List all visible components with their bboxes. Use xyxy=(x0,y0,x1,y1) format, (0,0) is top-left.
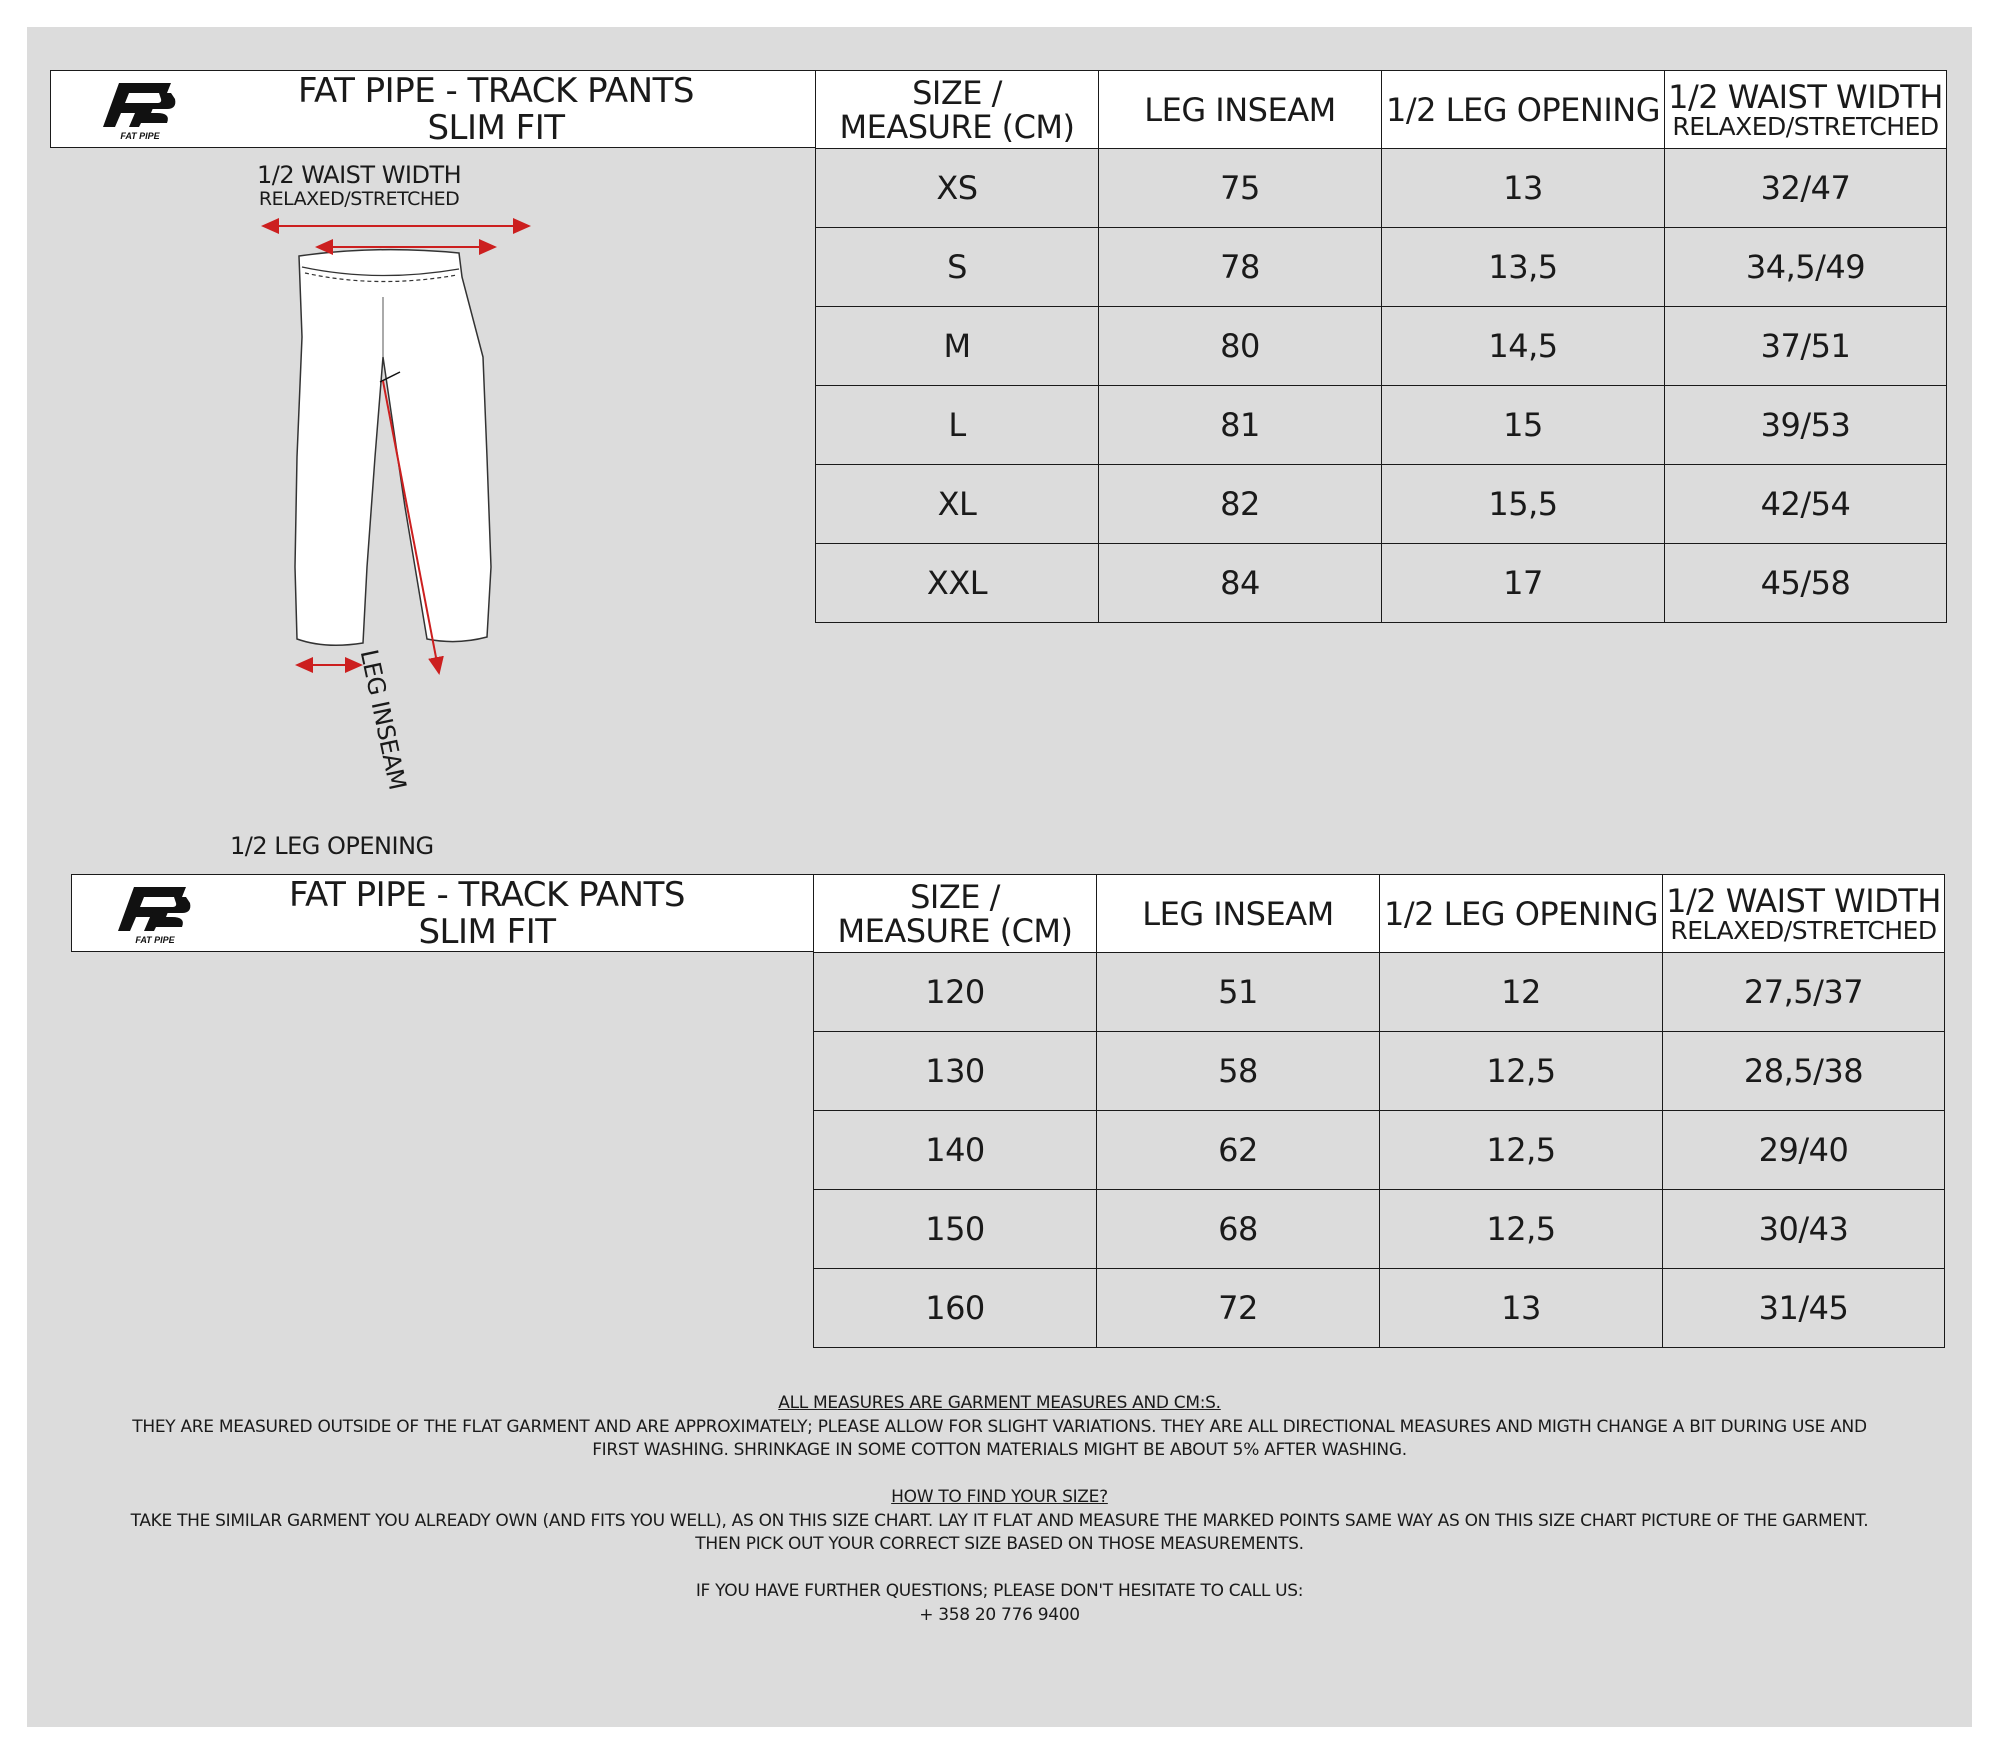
chart1-header-row xyxy=(816,71,1947,149)
waist-cell: 42/54 xyxy=(1665,465,1947,544)
leg-opening-cell: 14,5 xyxy=(1382,307,1665,386)
waist-cell: 29/40 xyxy=(1663,1111,1945,1190)
size-cell: 150 xyxy=(814,1190,1097,1269)
table-row xyxy=(814,1269,1945,1348)
chart2-header-row xyxy=(814,875,1945,953)
waist-cell: 27,5/37 xyxy=(1663,953,1945,1032)
chart2-title-box xyxy=(71,874,814,952)
column-header-waist: 1/2 WAIST WIDTH RELAXED/STRETCHED xyxy=(1663,875,1945,953)
fat-pipe-logo-icon xyxy=(97,79,183,141)
contact-phone-number: + 358 20 776 9400 xyxy=(919,1604,1080,1625)
table-row xyxy=(816,307,1947,386)
table-row xyxy=(814,1190,1945,1269)
svg-text:FAT PIPE: FAT PIPE xyxy=(120,131,160,141)
notes-heading-measures: ALL MEASURES ARE GARMENT MEASURES AND CM:S. xyxy=(778,1393,1221,1413)
leg-opening-measure-label: 1/2 LEG OPENING xyxy=(230,832,434,860)
leg-opening-cell: 13 xyxy=(1382,149,1665,228)
waist-cell: 32/47 xyxy=(1665,149,1947,228)
waist-cell: 30/43 xyxy=(1663,1190,1945,1269)
chart2-title-line1: FAT PIPE - TRACK PANTS xyxy=(289,875,685,915)
table-row xyxy=(814,953,1945,1032)
size-chart-sheet xyxy=(27,27,1972,1727)
size-cell: XS xyxy=(816,149,1099,228)
waist-cell: 45/58 xyxy=(1665,544,1947,623)
table-row xyxy=(816,149,1947,228)
svg-text:FAT PIPE: FAT PIPE xyxy=(135,935,175,945)
leg-opening-cell: 12 xyxy=(1380,953,1663,1032)
column-header-leg-opening: 1/2 LEG OPENING xyxy=(1380,875,1663,953)
leg-inseam-cell: 58 xyxy=(1097,1032,1380,1111)
column-header-leg-inseam: LEG INSEAM xyxy=(1097,875,1380,953)
size-cell: 120 xyxy=(814,953,1097,1032)
size-cell: L xyxy=(816,386,1099,465)
notes-heading-find-size: HOW TO FIND YOUR SIZE? xyxy=(891,1487,1108,1507)
waist-cell: 39/53 xyxy=(1665,386,1947,465)
table-row xyxy=(816,465,1947,544)
leg-inseam-cell: 72 xyxy=(1097,1269,1380,1348)
fat-pipe-logo-icon xyxy=(112,883,198,945)
pants-outline xyxy=(295,250,491,646)
waist-cell: 28,5/38 xyxy=(1663,1032,1945,1111)
leg-opening-cell: 13 xyxy=(1380,1269,1663,1348)
column-header-size: SIZE / MEASURE (CM) xyxy=(814,875,1097,953)
notes-spacer xyxy=(27,1557,1972,1581)
leg-opening-cell: 17 xyxy=(1382,544,1665,623)
leg-opening-cell: 12,5 xyxy=(1380,1032,1663,1111)
leg-opening-cell: 12,5 xyxy=(1380,1111,1663,1190)
chart1-table xyxy=(815,70,1947,623)
chart2-title-line2: SLIM FIT xyxy=(418,912,556,952)
chart1-title-line2: SLIM FIT xyxy=(427,108,565,148)
chart1-title-box xyxy=(50,70,816,148)
leg-opening-cell: 13,5 xyxy=(1382,228,1665,307)
size-cell: 130 xyxy=(814,1032,1097,1111)
table-row xyxy=(814,1111,1945,1190)
notes-spacer xyxy=(27,1463,1972,1487)
pants-diagram xyxy=(207,207,607,707)
column-header-leg-opening: 1/2 LEG OPENING xyxy=(1382,71,1665,149)
leg-inseam-cell: 80 xyxy=(1099,307,1382,386)
size-cell: 160 xyxy=(814,1269,1097,1348)
chart2-table xyxy=(813,874,1945,1348)
chart1-title xyxy=(211,73,781,147)
size-cell: 140 xyxy=(814,1111,1097,1190)
leg-inseam-cell: 62 xyxy=(1097,1111,1380,1190)
notes-paragraph-line: TAKE THE SIMILAR GARMENT YOU ALREADY OWN (AND FITS YOU WELL), AS ON THIS SIZE CHART. LAY IT FLAT AND MEASURE THE MARKED POINTS SAME WAY AS ON THIS SIZE CHART PICTURE OF THE GARMENT. xyxy=(130,1510,1869,1531)
table-row xyxy=(814,1032,1945,1111)
notes-contact-line: IF YOU HAVE FURTHER QUESTIONS; PLEASE DON'T HESITATE TO CALL US: xyxy=(695,1581,1304,1601)
leg-inseam-cell: 68 xyxy=(1097,1190,1380,1269)
measurement-notes xyxy=(27,1392,1972,1627)
leg-opening-cell: 15 xyxy=(1382,386,1665,465)
column-header-size: SIZE / MEASURE (CM) xyxy=(816,71,1099,149)
table-row xyxy=(816,228,1947,307)
inseam-measure-label: LEG INSEAM xyxy=(354,647,412,793)
chart1-title-line1: FAT PIPE - TRACK PANTS xyxy=(298,71,694,111)
column-header-waist: 1/2 WAIST WIDTH RELAXED/STRETCHED xyxy=(1665,71,1947,149)
table-row xyxy=(816,386,1947,465)
waist-measure-label: 1/2 WAIST WIDTH RELAXED/STRETCHED xyxy=(257,161,462,210)
leg-opening-cell: 15,5 xyxy=(1382,465,1665,544)
waist-cell: 31/45 xyxy=(1663,1269,1945,1348)
size-cell: XL xyxy=(816,465,1099,544)
waist-cell: 34,5/49 xyxy=(1665,228,1947,307)
notes-paragraph-line: THEY ARE MEASURED OUTSIDE OF THE FLAT GARMENT AND ARE APPROXIMATELY; PLEASE ALLOW FOR SLIGHT VARIATIONS. THEY ARE ALL DIRECTIONAL MEASURES AND MIGTH CHANGE A BIT DURING USE AND xyxy=(132,1416,1867,1437)
leg-inseam-cell: 82 xyxy=(1099,465,1382,544)
leg-inseam-cell: 75 xyxy=(1099,149,1382,228)
table-row xyxy=(816,544,1947,623)
column-header-leg-inseam: LEG INSEAM xyxy=(1099,71,1382,149)
leg-opening-cell: 12,5 xyxy=(1380,1190,1663,1269)
leg-inseam-cell: 78 xyxy=(1099,228,1382,307)
leg-inseam-cell: 51 xyxy=(1097,953,1380,1032)
leg-inseam-cell: 84 xyxy=(1099,544,1382,623)
notes-paragraph-line: THEN PICK OUT YOUR CORRECT SIZE BASED ON THOSE MEASUREMENTS. xyxy=(695,1534,1304,1554)
leg-inseam-cell: 81 xyxy=(1099,386,1382,465)
size-cell: M xyxy=(816,307,1099,386)
size-cell: XXL xyxy=(816,544,1099,623)
waist-cell: 37/51 xyxy=(1665,307,1947,386)
notes-paragraph-line: FIRST WASHING. SHRINKAGE IN SOME COTTON MATERIALS MIGHT BE ABOUT 5% AFTER WASHING. xyxy=(592,1440,1407,1460)
chart2-title xyxy=(202,877,772,951)
size-cell: S xyxy=(816,228,1099,307)
